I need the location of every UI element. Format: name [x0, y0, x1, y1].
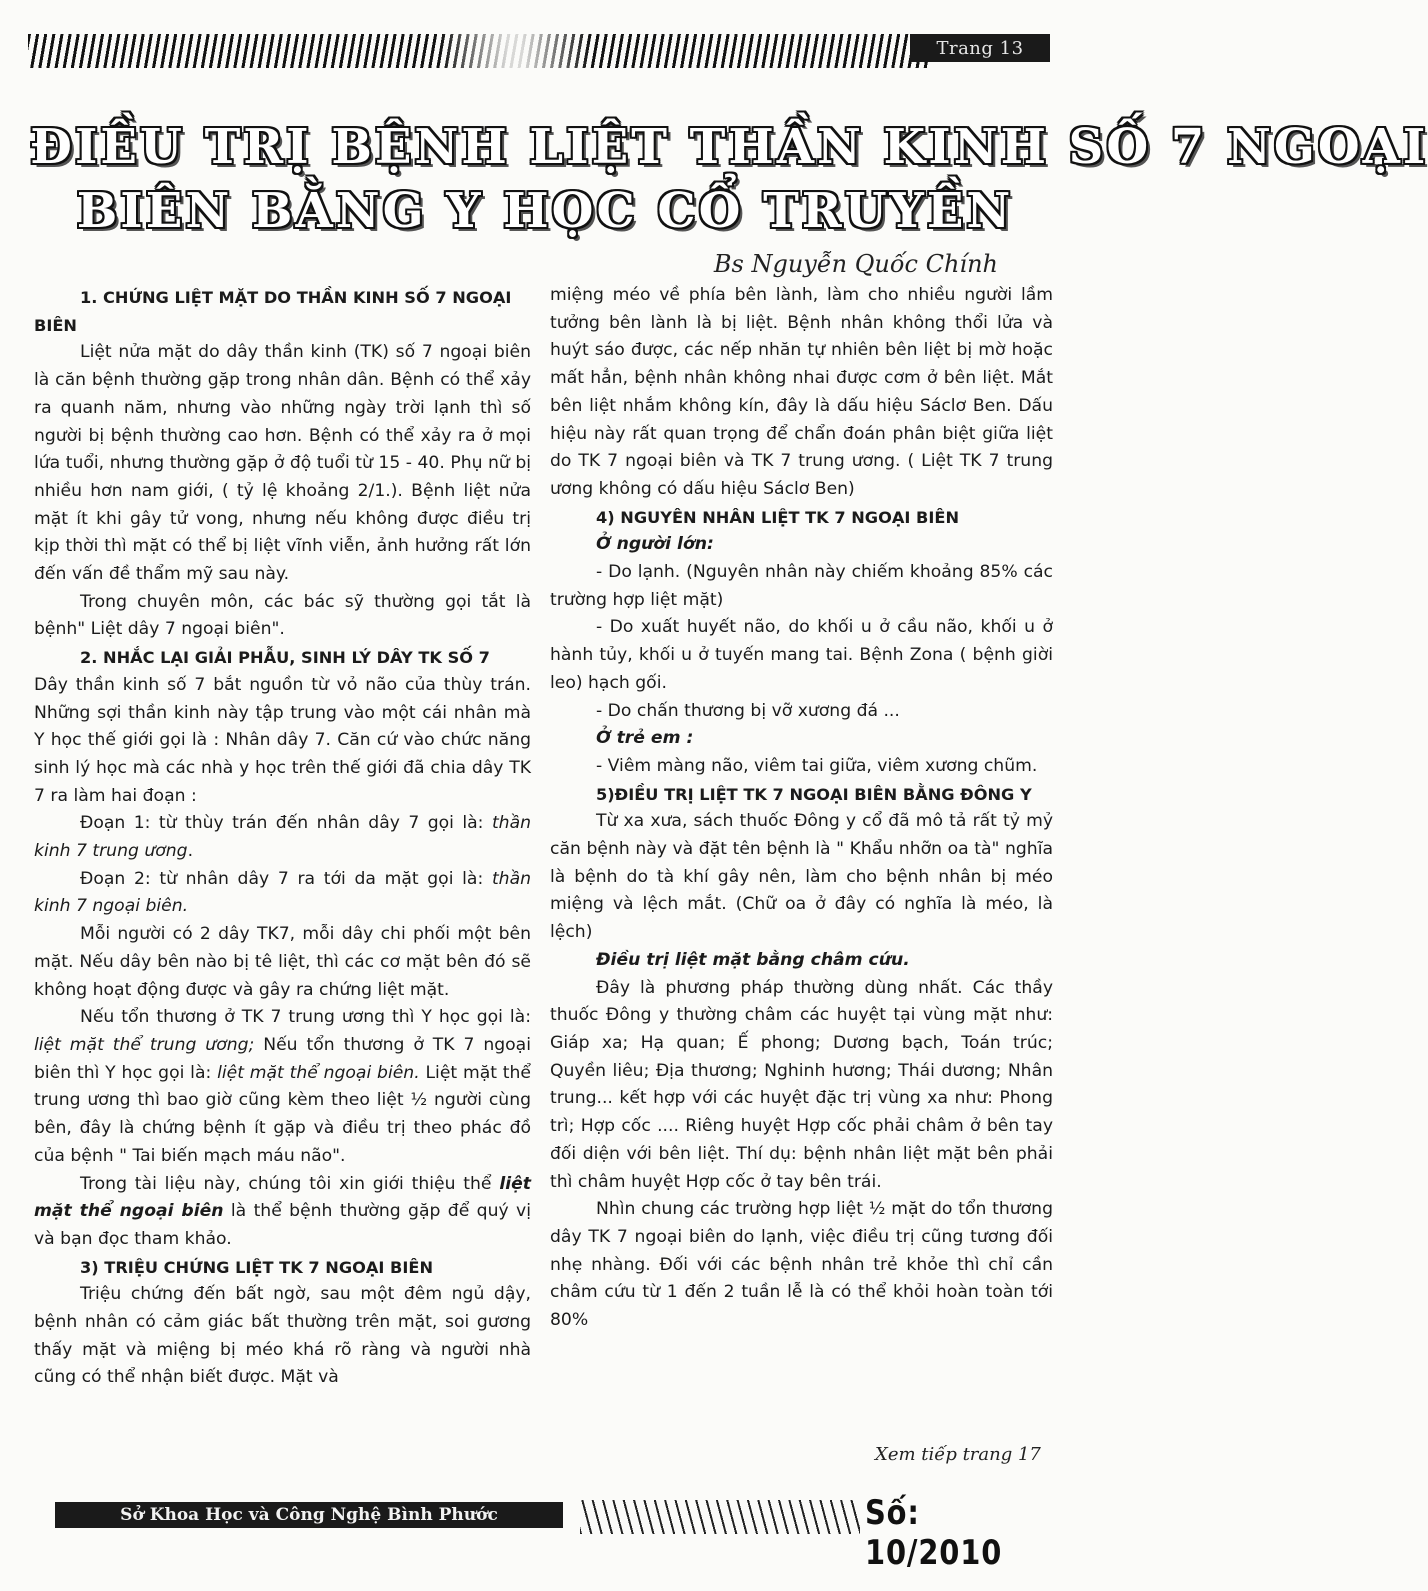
right-column — [550, 282, 1053, 1335]
list-item: - Do lạnh. (Nguyên nhân này chiếm khoảng 85% các trường hợp liệt mặt) — [550, 562, 1053, 610]
bold-italic-term: liệt mặt thể ngoại biên — [34, 1173, 531, 1222]
italic-term: liệt mặt thể trung ương; — [34, 1034, 255, 1055]
subheading-adults: Ở người lớn: — [596, 534, 714, 555]
section-heading-3: 3) TRIỆU CHỨNG LIỆT TK 7 NGOẠI BIÊN — [80, 1257, 434, 1277]
paragraph — [34, 1004, 531, 1170]
italic-term: thần kinh 7 ngoại biên. — [34, 868, 531, 917]
section-heading-1-cont: BIÊN — [34, 315, 77, 335]
subheading-acupuncture: Điều trị liệt mặt bằng châm cứu. — [596, 949, 910, 970]
paragraph — [34, 810, 531, 865]
title-line-1: ĐIỀU TRỊ BỆNH LIỆT THẦN KINH SỐ 7 NGOẠI — [30, 119, 1428, 175]
text-run: Liệt mặt thể trung ương thì bao giờ cũng kèm theo liệt ½ người cùng bên, đây là chứng bệnh ít gặp và điều trị theo phác đồ của bệnh " Tai biến mạch máu não". — [34, 1062, 531, 1166]
section-heading-5: 5)ĐIỀU TRỊ LIỆT TK 7 NGOẠI BIÊN BẰNG ĐÔNG Y — [596, 784, 1032, 804]
text-run: Đoạn 2: từ nhân dây 7 ra tới da mặt gọi là: — [80, 868, 492, 889]
section-heading-2: 2. NHẮC LẠI GIẢI PHẪU, SINH LÝ DÂY TK SỐ 7 — [80, 648, 490, 668]
continued-note: Xem tiếp trang 17 — [875, 1444, 1041, 1465]
paragraph: Liệt nửa mặt do dây thần kinh (TK) số 7 ngoại biên là căn bệnh thường gặp trong nhân dân. Bệnh có thể xảy ra quanh năm, nhưng vào những ngày trời lạnh thì số người bị bệnh thường cao hơn. Bệnh có thể xảy ra ở mọi lứa tuổi, nhưng thường gặp ở độ tuổi từ 15 - 40. Phụ nữ bị nhiều hơn nam giới, ( tỷ lệ khoảng 2/1.). Bệnh liệt nửa mặt ít khi gây tử vong, nhưng nếu không được điều trị kịp thời thì mặt có thể bị liệt vĩnh viễn, ảnh hưởng rất lớn đến vấn đề thẩm mỹ sau này. — [34, 342, 531, 585]
article-title — [30, 115, 1428, 243]
title-line-2: BIÊN BẰNG Y HỌC CỔ TRUYỀN — [76, 183, 1014, 239]
italic-term: thần kinh 7 trung ương — [34, 813, 531, 862]
list-item: - Do chấn thương bị vỡ xương đá ... — [596, 700, 900, 721]
paragraph: Dây thần kinh số 7 bắt nguồn từ vỏ não của thùy trán. Những sợi thần kinh này tập trung vào một cái nhân mà Y học thế giới gọi là : Nhân dây 7. Căn cứ vào chức năng sinh lý học mà các nhà y học trên thế giới đã chia dây TK 7 ra làm hai đoạn : — [34, 674, 531, 806]
issue-number: Số: 10/2010 — [865, 1493, 1003, 1573]
text-run: Trong tài liệu này, chúng tôi xin giới thiệu thể — [80, 1173, 500, 1194]
text-run: là thể bệnh thường gặp để quý vị và bạn đọc tham khảo. — [34, 1201, 531, 1249]
paragraph: Đây là phương pháp thường dùng nhất. Các thầy thuốc Đông y thường châm các huyệt tại vùng mặt như: Giáp xa; Hạ quan; Ế phong; Dương bạch, Toán trúc; Quyền liêu; Địa thương; Nghinh hương; Thái dương; Nhân trung... kết hợp với các huyệt đặc trị vùng xa như: Phong trì; Hợp cốc .... Riêng huyệt Hợp cốc phải châm ở bên tay đối diện với bên liệt. Thí dụ: bệnh nhân liệt mặt bên phải thì châm huyệt Hợp cốc ở tay bên trái. — [550, 977, 1053, 1192]
header-stripes-fade — [440, 34, 590, 68]
paragraph: Trong chuyên môn, các bác sỹ thường gọi tắt là bệnh" Liệt dây 7 ngoại biên". — [34, 591, 531, 640]
text-run: Nếu tổn thương ở TK 7 ngoại biên thì Y học gọi là: — [34, 1034, 531, 1083]
text-run: Đoạn 1: từ thùy trán đến nhân dây 7 gọi là: — [80, 813, 492, 834]
section-heading-1: 1. CHỨNG LIỆT MẶT DO THẦN KINH SỐ 7 NGOẠI — [80, 288, 512, 307]
paragraph — [34, 866, 531, 921]
section-heading-4: 4) NGUYÊN NHÂN LIỆT TK 7 NGOẠI BIÊN — [596, 507, 959, 527]
text-run: . — [187, 841, 194, 862]
footer-stripes — [580, 1500, 860, 1534]
italic-term: liệt mặt thể ngoại biên. — [217, 1062, 420, 1083]
paragraph: Triệu chứng đến bất ngờ, sau một đêm ngủ dậy, bệnh nhân có cảm giác bất thường trên mặt, soi gương thấy mặt và miệng bị méo khá rõ ràng và người nhà cũng có thể nhận biết được. Mặt và — [34, 1284, 531, 1388]
publisher-bar: Sở Khoa Học và Công Nghệ Bình Phước — [55, 1502, 563, 1528]
paragraph: Mỗi người có 2 dây TK7, mỗi dây chi phối một bên mặt. Nếu dây bên nào bị tê liệt, thì các cơ mặt bên đó sẽ không hoạt động được và gây ra chứng liệt mặt. — [34, 924, 531, 1000]
paragraph — [34, 1171, 531, 1254]
list-item: - Do xuất huyết não, do khối u ở cầu não, khối u ở hành tủy, khối u ở tuyến mang tai. Bệnh Zona ( bệnh giời leo) hạch gối. — [550, 617, 1053, 693]
subheading-children: Ở trẻ em : — [596, 728, 694, 749]
left-column — [34, 284, 531, 1392]
paragraph: Nhìn chung các trường hợp liệt ½ mặt do tổn thương dây TK 7 ngoại biên do lạnh, việc điều trị cũng tương đối nhẹ nhàng. Đối với các bệnh nhân trẻ khỏe thì chỉ cần châm cứu từ 1 đến 2 tuần lễ là có thể khỏi hoàn toàn tới 80% — [550, 1199, 1053, 1331]
text-run: Nếu tổn thương ở TK 7 trung ương thì Y học gọi là: — [80, 1007, 531, 1028]
paragraph: Từ xa xưa, sách thuốc Đông y cổ đã mô tả rất tỷ mỷ căn bệnh này và đặt tên bệnh là " Khẩu nhỡn oa tà" nghĩa là bệnh do tà khí gây nên, làm cho bệnh nhân bị méo miệng và lệch mắt. (Chữ oa ở đây có nghĩa là méo, là lệch) — [550, 811, 1053, 943]
author-byline: Bs Nguyễn Quốc Chính — [713, 250, 998, 278]
page-number-tab: Trang 13 — [910, 34, 1050, 62]
list-item: - Viêm màng não, viêm tai giữa, viêm xương chũm. — [596, 755, 1038, 776]
paragraph: miệng méo về phía bên lành, làm cho nhiều người lầm tưởng bên lành là bị liệt. Bệnh nhân không thổi lửa và huýt sáo được, các nếp nhăn tự nhiên bên liệt bị mờ hoặc mất hẳn, bệnh nhân không nhai được cơm ở bên liệt. Mắt bên liệt nhắm không kín, đây là dấu hiệu Sáclơ Ben. Dấu hiệu này rất quan trọng để chẩn đoán phân biệt giữa liệt do TK 7 ngoại biên và TK 7 trung ương. ( Liệt TK 7 trung ương không có dấu hiệu Sáclơ Ben) — [550, 285, 1053, 499]
